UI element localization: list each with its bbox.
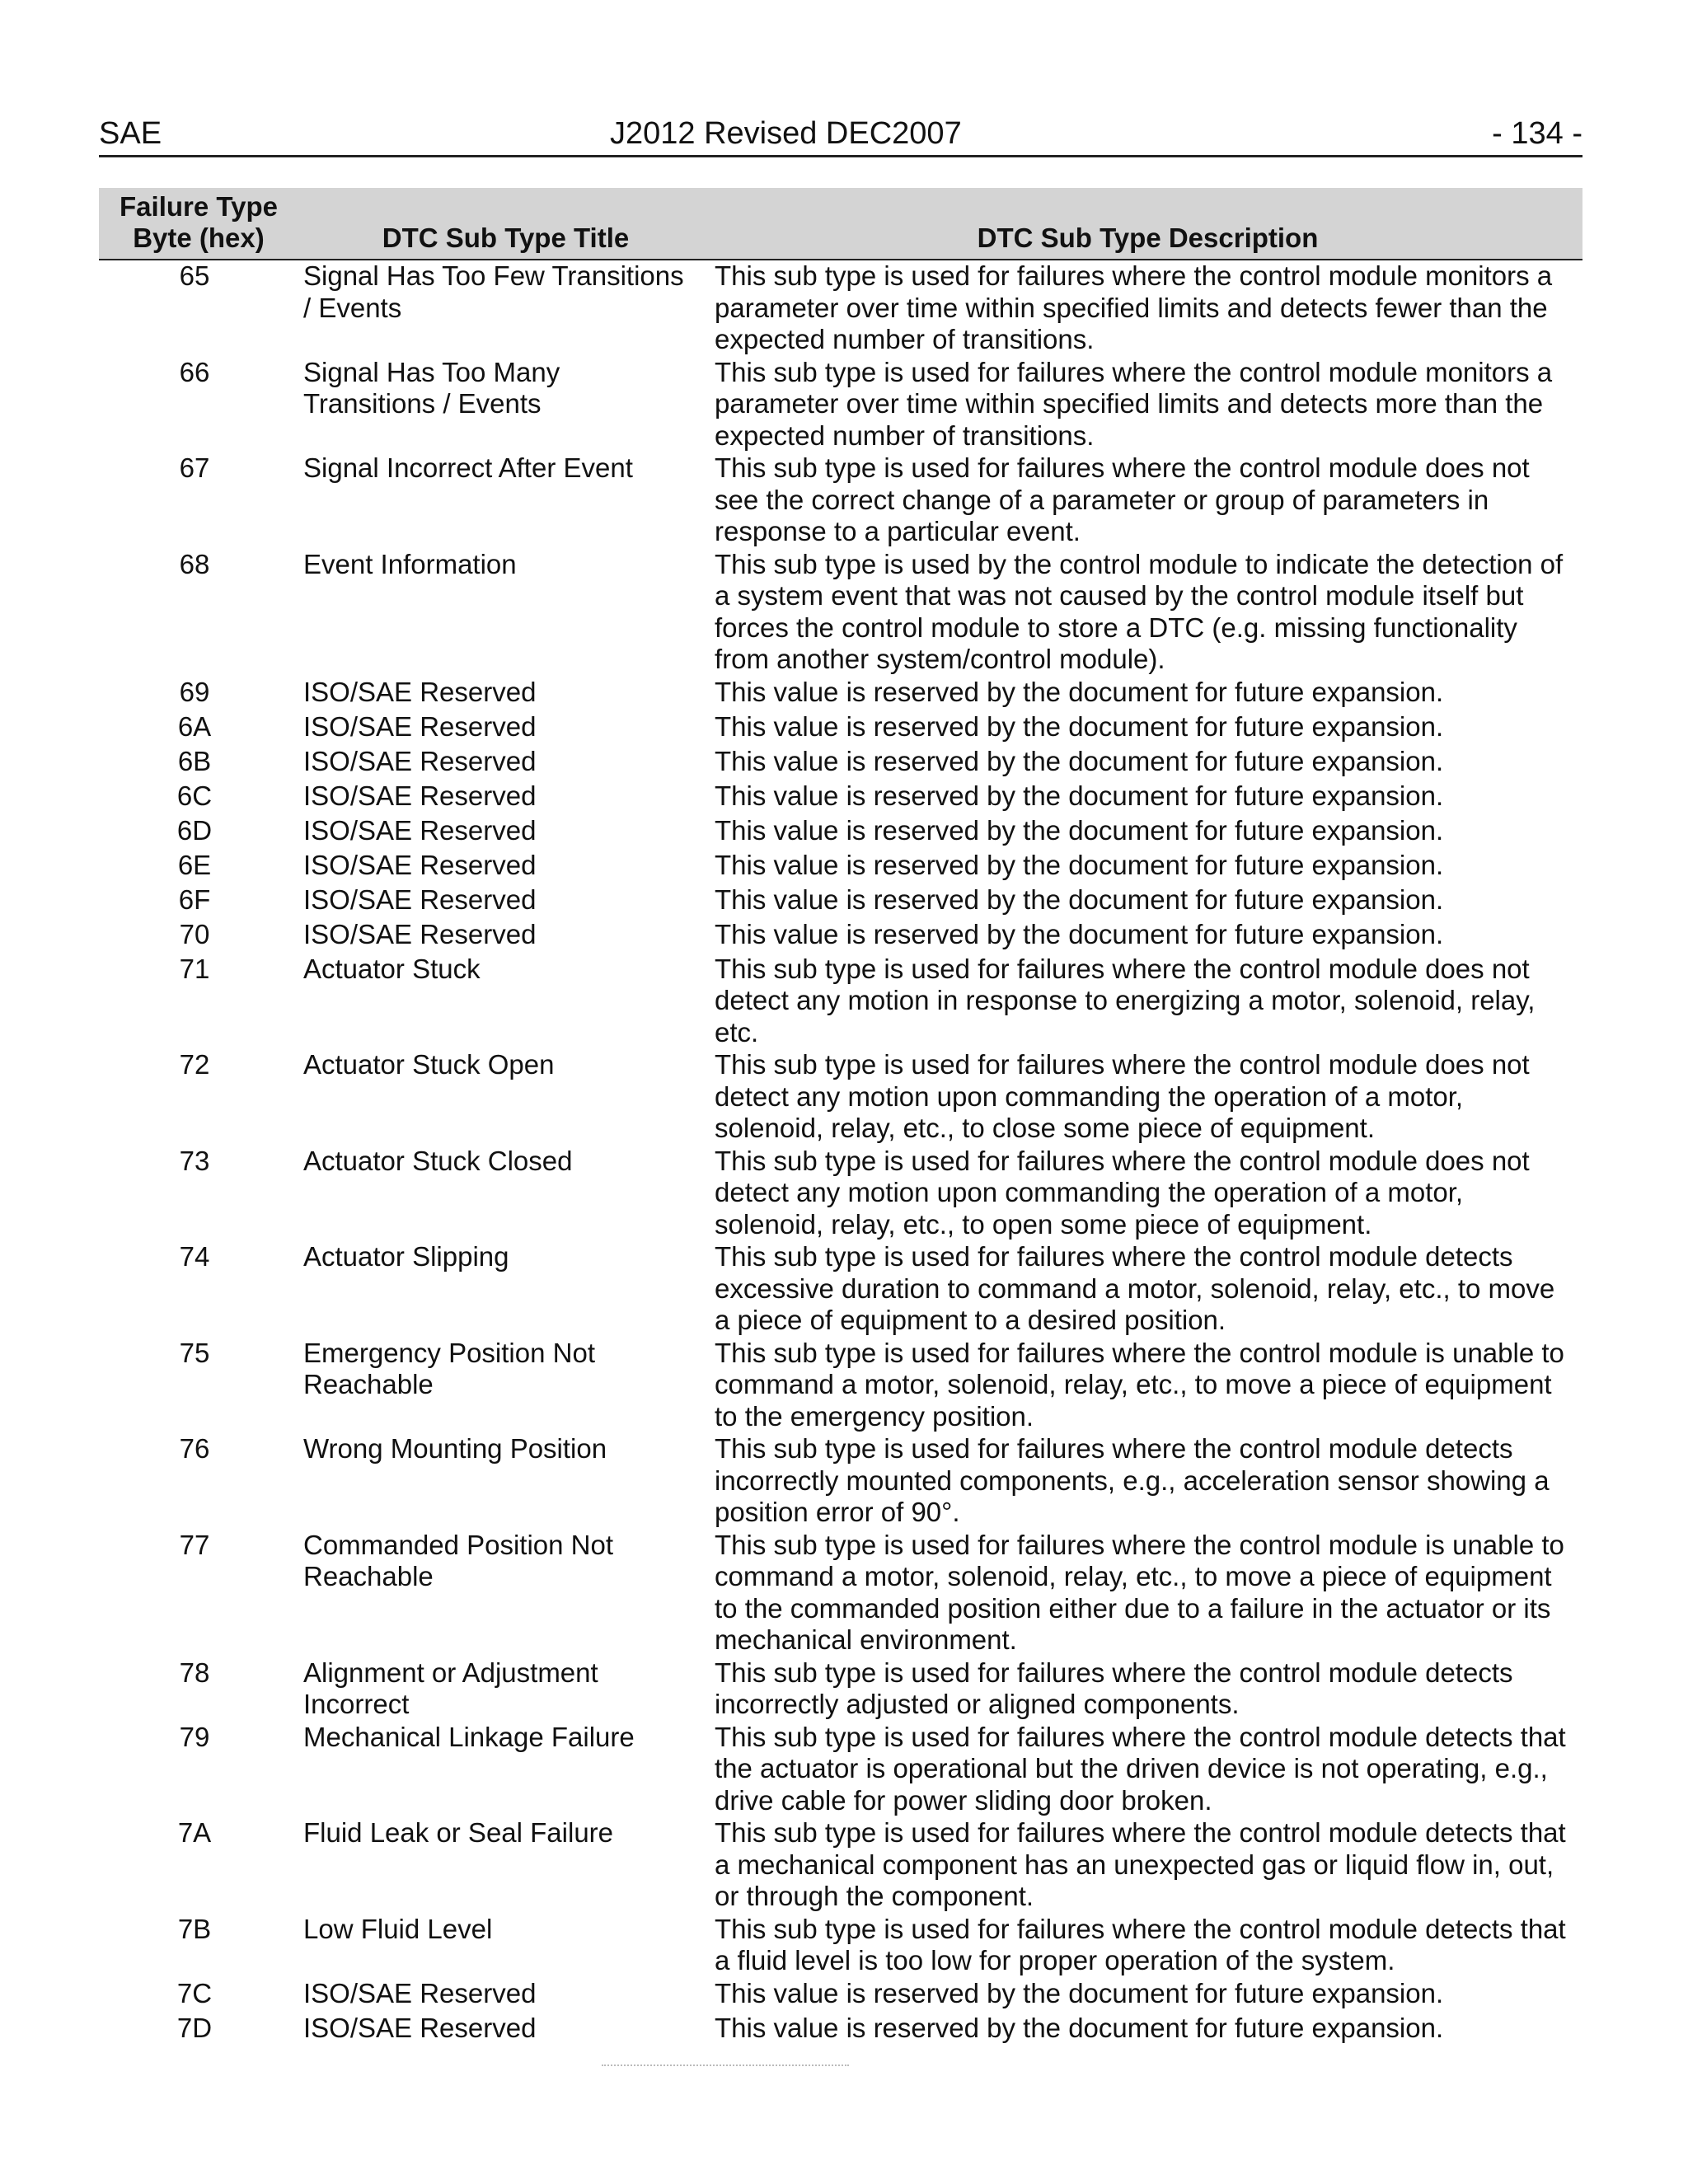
- description-cell: This value is reserved by the document for future expansion.: [715, 918, 1444, 949]
- title-cell: ISO/SAE Reserved: [303, 780, 537, 811]
- table-row: [99, 260, 1582, 357]
- table-row: [99, 919, 1582, 954]
- title-cell: ISO/SAE Reserved: [303, 676, 537, 707]
- description-cell: This sub type is used for failures where the control module is unable to command a motor, solenoid, relay, etc., to move a piece of equipment to the commanded position either due to a failure in the actuator or its mechanical environment.: [715, 1529, 1564, 1655]
- description-cell: This value is reserved by the document for future expansion.: [715, 883, 1444, 915]
- header-document-id: J2012 Revised DEC2007: [610, 116, 962, 151]
- table-row: [99, 850, 1582, 884]
- description-cell: This value is reserved by the document for future expansion.: [715, 814, 1444, 846]
- description-cell: This value is reserved by the document for future expansion.: [715, 780, 1444, 811]
- table-row: [99, 357, 1582, 453]
- code-cell: 7C: [176, 1977, 213, 2008]
- column-header-failure-type-line1: Failure Type: [120, 191, 278, 222]
- description-cell: This sub type is used for failures where the control module detects incorrectly adjusted or aligned components.: [715, 1657, 1513, 1719]
- table-row: [99, 1530, 1582, 1657]
- table-row: [99, 746, 1582, 780]
- footer-mark: [602, 2064, 849, 2069]
- code-cell: 71: [179, 953, 210, 984]
- code-cell: 76: [179, 1433, 210, 1464]
- title-cell: ISO/SAE Reserved: [303, 814, 537, 846]
- description-cell: This value is reserved by the document for future expansion.: [715, 2012, 1444, 2043]
- title-cell: Signal Has Too Many Transitions / Events: [303, 356, 560, 419]
- code-cell: 6F: [178, 883, 211, 915]
- title-cell: ISO/SAE Reserved: [303, 883, 537, 915]
- title-cell: Low Fluid Level: [303, 1913, 493, 1944]
- description-cell: This sub type is used for failures where the control module does not detect any motion upon commanding the operation of a motor, solenoid, relay, etc., to open some piece of equipment.: [715, 1145, 1530, 1240]
- code-cell: 78: [179, 1657, 210, 1688]
- code-cell: 6E: [177, 849, 212, 880]
- code-cell: 69: [179, 676, 210, 707]
- code-cell: 67: [179, 452, 210, 483]
- table-row: [99, 549, 1582, 677]
- dtc-sub-type-table: [99, 188, 1582, 2047]
- title-cell: ISO/SAE Reserved: [303, 918, 537, 949]
- title-cell: Event Information: [303, 548, 517, 579]
- code-cell: 79: [179, 1721, 210, 1752]
- table-row: [99, 1914, 1582, 1978]
- table-row: [99, 1657, 1582, 1722]
- title-cell: Actuator Stuck Open: [303, 1049, 555, 1080]
- column-header-failure-type-line2: Byte (hex): [133, 223, 265, 253]
- table-row: [99, 452, 1582, 549]
- code-cell: 73: [179, 1145, 210, 1176]
- table-body: [99, 260, 1582, 2047]
- title-cell: ISO/SAE Reserved: [303, 1977, 537, 2008]
- title-cell: Emergency Position Not Reachable: [303, 1337, 595, 1399]
- column-header-description: DTC Sub Type Description: [713, 188, 1582, 260]
- page-header: [99, 115, 1582, 157]
- table-row: [99, 2013, 1582, 2047]
- code-cell: 6B: [177, 745, 212, 776]
- title-cell: Fluid Leak or Seal Failure: [303, 1817, 614, 1848]
- title-cell: ISO/SAE Reserved: [303, 745, 537, 776]
- description-cell: This sub type is used for failures where the control module does not detect any motion in response to energizing a motor, solenoid, relay, etc.: [715, 953, 1536, 1047]
- title-cell: Mechanical Linkage Failure: [303, 1721, 635, 1752]
- description-cell: This sub type is used for failures where the control module detects that the actuator is operational but the driven device is not operating, e.g., drive cable for power sliding door broken.: [715, 1721, 1566, 1816]
- title-cell: Wrong Mounting Position: [303, 1433, 607, 1464]
- description-cell: This sub type is used for failures where the control module detects incorrectly mounted components, e.g., acceleration sensor showing a position error of 90°.: [715, 1433, 1550, 1527]
- description-cell: This value is reserved by the document for future expansion.: [715, 676, 1444, 707]
- table-row: [99, 1241, 1582, 1338]
- code-cell: 72: [179, 1049, 210, 1080]
- table-row: [99, 954, 1582, 1050]
- header-publisher: SAE: [99, 116, 162, 151]
- code-cell: 74: [179, 1241, 210, 1272]
- description-cell: This sub type is used by the control module to indicate the detection of a system event that was not caused by the control module itself but forces the control module to store a DTC (e.g. missing functionality from another system/control module).: [715, 548, 1564, 674]
- code-cell: 6C: [176, 780, 213, 811]
- title-cell: Signal Incorrect After Event: [303, 452, 633, 483]
- code-cell: 7A: [177, 1817, 212, 1848]
- code-cell: 75: [179, 1337, 210, 1368]
- code-cell: 6D: [176, 814, 213, 846]
- description-cell: This value is reserved by the document for future expansion.: [715, 1977, 1444, 2008]
- description-cell: This sub type is used for failures where the control module does not see the correct change of a parameter or group of parameters in response to a particular event.: [715, 452, 1530, 546]
- description-cell: This sub type is used for failures where the control module detects excessive duration to command a motor, solenoid, relay, etc., to move a piece of equipment to a desired position.: [715, 1241, 1555, 1335]
- title-cell: Actuator Stuck: [303, 953, 481, 984]
- table-row: [99, 1817, 1582, 1914]
- description-cell: This value is reserved by the document for future expansion.: [715, 745, 1444, 776]
- description-cell: This sub type is used for failures where the control module detects that a fluid level is too low for proper operation of the system.: [715, 1913, 1566, 1975]
- table-row: [99, 815, 1582, 850]
- code-cell: 77: [179, 1529, 210, 1560]
- table-row: [99, 1978, 1582, 2013]
- table-row: [99, 1049, 1582, 1146]
- table-row: [99, 711, 1582, 746]
- code-cell: 65: [179, 260, 210, 291]
- title-cell: ISO/SAE Reserved: [303, 2012, 537, 2043]
- title-cell: ISO/SAE Reserved: [303, 710, 537, 742]
- table-header-row: [99, 188, 1582, 260]
- table-row: [99, 1146, 1582, 1242]
- header-page-number: - 134 -: [1492, 116, 1582, 151]
- table-row: [99, 884, 1582, 919]
- table-row: [99, 1433, 1582, 1530]
- title-cell: Commanded Position Not Reachable: [303, 1529, 614, 1591]
- description-cell: This value is reserved by the document for future expansion.: [715, 710, 1444, 742]
- code-cell: 68: [179, 548, 210, 579]
- description-cell: This value is reserved by the document for future expansion.: [715, 849, 1444, 880]
- title-cell: Actuator Stuck Closed: [303, 1145, 573, 1176]
- table-row: [99, 780, 1582, 815]
- description-cell: This sub type is used for failures where the control module monitors a parameter over time within specified limits and detects more than the expected number of transitions.: [715, 356, 1553, 451]
- column-header-title: DTC Sub Type Title: [298, 188, 713, 260]
- description-cell: This sub type is used for failures where the control module is unable to command a motor, solenoid, relay, etc., to move a piece of equipment to the emergency position.: [715, 1337, 1564, 1432]
- code-cell: 6A: [177, 710, 212, 742]
- code-cell: 7B: [177, 1913, 212, 1944]
- title-cell: ISO/SAE Reserved: [303, 849, 537, 880]
- table-header: [99, 188, 1582, 260]
- title-cell: Alignment or Adjustment Incorrect: [303, 1657, 598, 1719]
- title-cell: Actuator Slipping: [303, 1241, 509, 1272]
- column-header-failure-type: [99, 188, 298, 260]
- description-cell: This sub type is used for failures where the control module detects that a mechanical component has an unexpected gas or liquid flow in, out, or through the component.: [715, 1817, 1566, 1911]
- table-row: [99, 1722, 1582, 1818]
- description-cell: This sub type is used for failures where the control module does not detect any motion upon commanding the operation of a motor, solenoid, relay, etc., to close some piece of equipment.: [715, 1049, 1530, 1143]
- description-cell: This sub type is used for failures where the control module monitors a parameter over time within specified limits and detects fewer than the expected number of transitions.: [715, 260, 1553, 354]
- code-cell: 7D: [176, 2012, 213, 2043]
- table-row: [99, 677, 1582, 711]
- title-cell: Signal Has Too Few Transitions / Events: [303, 260, 684, 323]
- code-cell: 70: [179, 918, 210, 949]
- table-row: [99, 1338, 1582, 1434]
- code-cell: 66: [179, 356, 210, 387]
